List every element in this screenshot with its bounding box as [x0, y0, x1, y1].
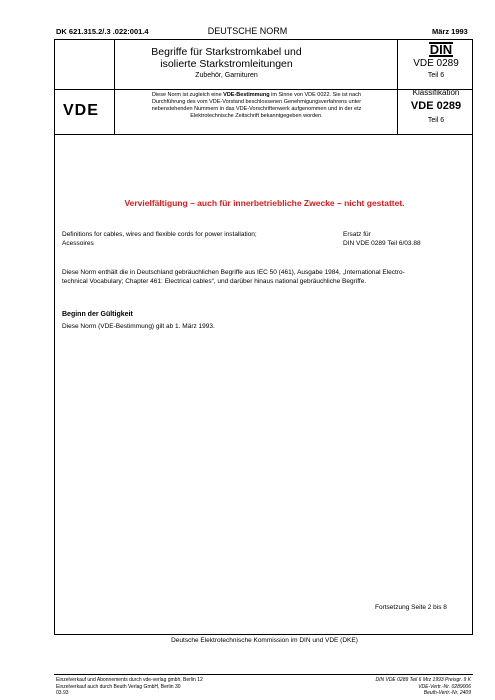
document-title: [119, 46, 334, 70]
footer-publisher: Einzelverkauf und Abonnements durch vde-verlag gmbh, Berlin 12 Einzelverkauf auch durch Beuth Verlag GmbH, Berlin 30 03.93: [56, 677, 203, 696]
divider: [114, 40, 115, 134]
replacement-note: Ersatz für DIN VDE 0289 Teil 6/03.88: [343, 231, 421, 247]
footer-reference: DIN VDE 0289 Teil 6 Mrz 1993 Preisgr. 9 K VDE-Vertr.-Nr. 0289006 Beuth-Vertr.-Nr. 2409: [375, 677, 471, 696]
document-subtitle: Zubehör, Garnituren: [195, 72, 258, 79]
norm-label: DEUTSCHE NORM: [207, 26, 288, 36]
vde-preamble: Diese Norm ist zugleich eine VDE-Bestimmung im Sinne von VDE 0022. Sie ist nach Durchführung des vom VDE-Vorstand beschlossenen Genehmigungsverfahrens unter nebenstehenden Nummern in das VDE-Vorschriftenwerk aufgenommen und in der etz Elektrotechnische Zeitschrift bekanntgegeben worden.: [151, 92, 362, 119]
reproduction-warning: Vervielfältigung – auch für innerbetriebliche Zwecke – nicht gestattet.: [124, 198, 405, 208]
footer-divider: [54, 674, 473, 675]
divider: [55, 134, 472, 135]
issue-date: März 1993: [432, 27, 468, 36]
english-title: Definitions for cables, wires and flexible cords for power installation; Acessoires: [62, 231, 257, 247]
standard-number: VDE 0289: [413, 58, 459, 69]
intro-paragraph: Diese Norm enthält die in Deutschland gebräuchlichen Begriffe aus IEC 50 (461), Ausgabe 1984, „International Electro- technical Vocabulary; Chapter 461: Electrical cables“, und darüber hinaus national gebräuchliche Begriffe.: [62, 269, 405, 285]
dk-number: DK 621.315.2/.3 .022:001.4: [56, 27, 149, 36]
title-line: isolierte Starkstromleitungen: [160, 58, 293, 70]
vde-logo: VDE: [63, 102, 99, 119]
standard-part: Teil 6: [427, 72, 445, 79]
continuation-note: Fortsetzung Seite 2 bis 8: [375, 604, 447, 611]
validity-text: Diese Norm (VDE-Bestimmung) gilt ab 1. März 1993.: [62, 323, 215, 330]
classification-part: Teil 6: [427, 117, 445, 124]
classification-number: VDE 0289: [410, 100, 462, 112]
din-logo: DIN: [429, 42, 453, 57]
title-line: Begriffe für Starkstromkabel und: [151, 46, 302, 58]
validity-heading: Beginn der Gültigkeit: [62, 311, 133, 318]
classification-label: Klassifikation: [412, 88, 460, 97]
commission-name: Deutsche Elektrotechnische Kommission im DIN und VDE (DKE): [171, 637, 358, 644]
document-frame: [54, 39, 473, 644]
